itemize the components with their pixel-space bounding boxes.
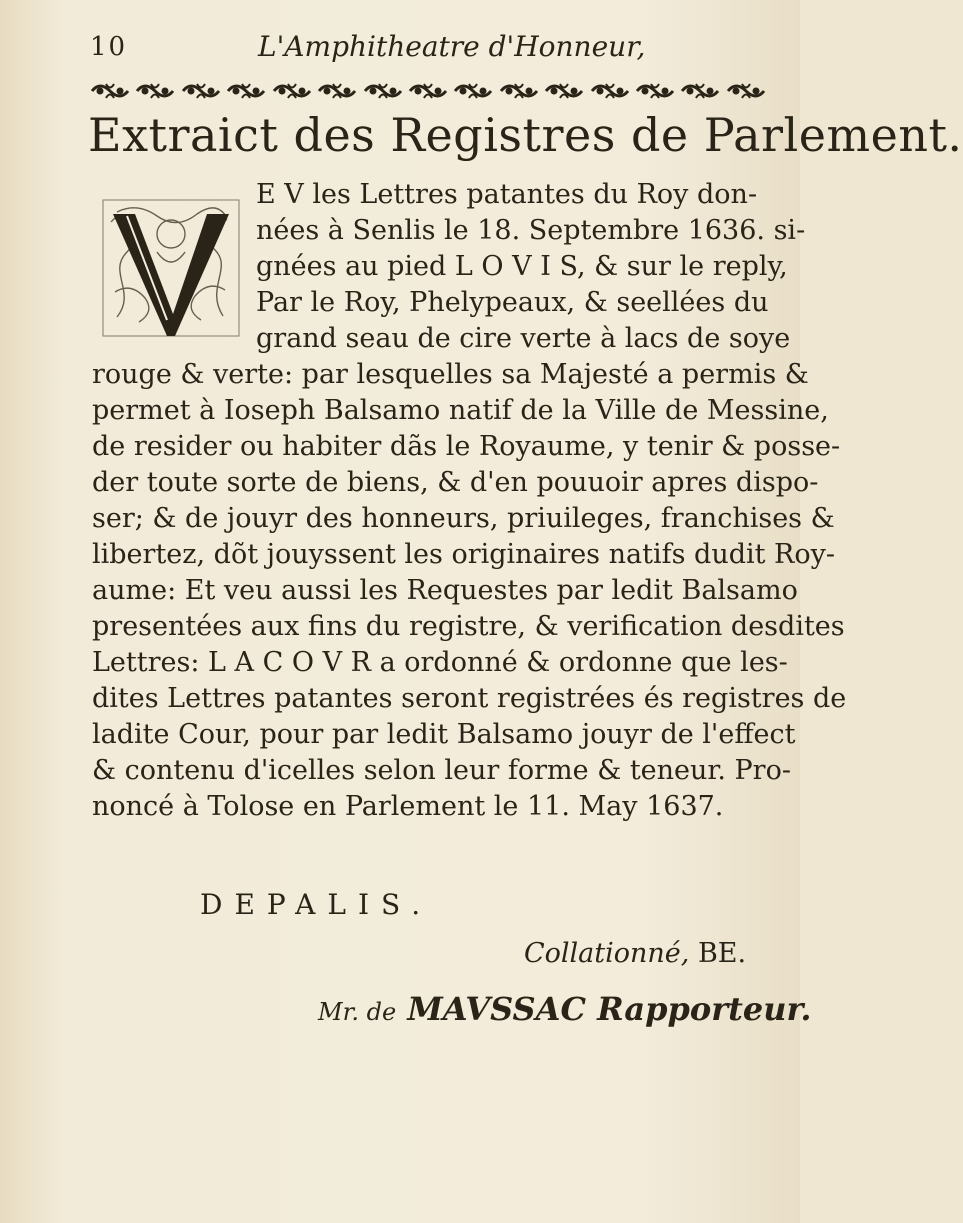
- text-line: aume: Et veu aussi les Requestes par ledit Balsamo: [92, 575, 798, 606]
- fleuron-ornament: [544, 80, 584, 102]
- running-header: [0, 28, 800, 68]
- text-line: ladite Cour, pour par ledit Balsamo jouyr de l'effect: [92, 719, 796, 750]
- fleuron-ornament: [680, 80, 720, 102]
- fleuron-ornament: [408, 80, 448, 102]
- section-heading: Extraict des Registres de Parlement.: [88, 108, 963, 162]
- ornament-band: [90, 78, 766, 104]
- running-title: L'Amphitheatre d'Honneur,: [258, 30, 646, 63]
- text-line: grand seau de cire verte à lacs de soye: [256, 323, 791, 354]
- fleuron-ornament: [135, 80, 175, 102]
- collation-line: [524, 938, 746, 969]
- page-number: 10: [90, 32, 128, 62]
- fleuron-ornament: [453, 80, 493, 102]
- fleuron-ornament: [363, 80, 403, 102]
- fleuron-ornament: [635, 80, 675, 102]
- decorated-initial-v: [97, 192, 245, 342]
- text-line: & contenu d'icelles selon leur forme & teneur. Pro-: [92, 755, 791, 786]
- fleuron-ornament: [590, 80, 630, 102]
- collation-initials: BE.: [697, 938, 747, 969]
- text-line: Lettres: L A C O V R a ordonné & ordonne que les-: [92, 647, 788, 678]
- reporter-prefix: Mr. de: [318, 998, 397, 1026]
- text-line: noncé à Tolose en Parlement le 11. May 1637.: [92, 791, 724, 822]
- text-line: permet à Ioseph Balsamo natif de la Ville de Messine,: [92, 395, 829, 426]
- reporter-title: Rapporteur.: [597, 990, 812, 1028]
- fleuron-ornament: [181, 80, 221, 102]
- text-line: E V les Lettres patantes du Roy don-: [256, 179, 758, 210]
- text-line: de resider ou habiter dãs le Royaume, y tenir & posse-: [92, 431, 841, 462]
- signature-depalis: DEPALIS.: [200, 888, 433, 921]
- text-line: presentées aux fins du registre, & verification desdites: [92, 611, 845, 642]
- text-line: dites Lettres patantes seront registrées és registres de: [92, 683, 847, 714]
- fleuron-ornament: [499, 80, 539, 102]
- fleuron-ornament: [317, 80, 357, 102]
- text-line: ser; & de jouyr des honneurs, priuileges, franchises &: [92, 503, 835, 534]
- text-line: rouge & verte: par lesquelles sa Majesté a permis &: [92, 359, 809, 390]
- collation-label: Collationné,: [524, 938, 690, 969]
- text-line: nées à Senlis le 18. Septembre 1636. si-: [256, 215, 806, 246]
- text-line: gnées au pied L O V I S, & sur le reply,: [256, 251, 788, 282]
- reporter-line: [318, 990, 812, 1028]
- fleuron-ornament: [90, 80, 130, 102]
- fleuron-ornament: [272, 80, 312, 102]
- reporter-name: MAVSSAC: [407, 990, 586, 1028]
- fleuron-ornament: [226, 80, 266, 102]
- text-line: Par le Roy, Phelypeaux, & seellées du: [256, 287, 769, 318]
- text-line: libertez, dõt jouyssent les originaires natifs dudit Roy-: [92, 539, 836, 570]
- text-line: der toute sorte de biens, & d'en pouuoir apres dispo-: [92, 467, 819, 498]
- fleuron-ornament: [726, 80, 766, 102]
